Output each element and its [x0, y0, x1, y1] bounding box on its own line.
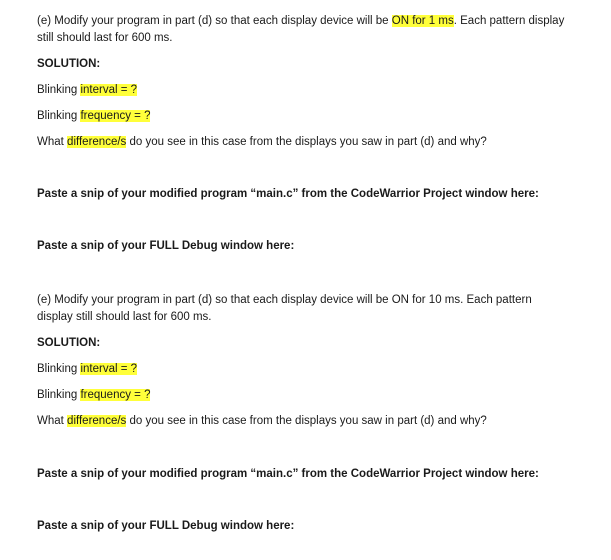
s1-frequency-highlight: frequency = ?	[80, 110, 151, 122]
s2-blinking-frequency	[37, 388, 150, 402]
s1-blinking-interval	[37, 83, 137, 97]
s1-intro-line1	[37, 14, 564, 28]
s1-interval-label: Blinking	[37, 84, 81, 96]
s2-difference-question	[37, 414, 487, 428]
s2-interval-label: Blinking	[37, 363, 81, 375]
s2-question-post: do you see in this case from the displays you saw in part (d) and why?	[126, 415, 487, 427]
s2-intro-line2: display still should last for 600 ms.	[37, 311, 212, 323]
s2-frequency-highlight: frequency = ?	[80, 389, 151, 401]
s2-paste-debug-prompt: Paste a snip of your FULL Debug window here:	[37, 520, 295, 532]
s2-interval-highlight: interval = ?	[80, 363, 138, 375]
s2-blinking-interval	[37, 362, 137, 376]
s1-on-time-highlight: ON for 1 ms	[391, 15, 454, 27]
s2-solution-label: SOLUTION:	[37, 337, 101, 349]
s2-difference-highlight: difference/s	[67, 415, 127, 427]
s2-frequency-label: Blinking	[37, 389, 81, 401]
s2-paste-program-prompt: Paste a snip of your modified program “main.c” from the CodeWarrior Project window here:	[37, 468, 539, 480]
s1-interval-highlight: interval = ?	[80, 84, 138, 96]
s1-blinking-frequency	[37, 109, 150, 123]
s1-paste-program-prompt: Paste a snip of your modified program “main.c” from the CodeWarrior Project window here:	[37, 188, 539, 200]
s1-question-pre: What	[37, 136, 68, 148]
s1-difference-question	[37, 135, 487, 149]
s1-frequency-label: Blinking	[37, 110, 81, 122]
s1-difference-highlight: difference/s	[67, 136, 127, 148]
s1-solution-label: SOLUTION:	[37, 58, 101, 70]
s1-intro-text: (e) Modify your program in part (d) so that each display device will be	[37, 15, 392, 27]
s2-question-pre: What	[37, 415, 68, 427]
s1-question-post: do you see in this case from the displays you saw in part (d) and why?	[126, 136, 487, 148]
s2-intro-line1: (e) Modify your program in part (d) so that each display device will be ON for 10 ms. Each pattern	[37, 294, 532, 306]
s1-paste-debug-prompt: Paste a snip of your FULL Debug window here:	[37, 240, 295, 252]
s1-intro-line2: still should last for 600 ms.	[37, 32, 173, 44]
s1-intro-tail: . Each pattern display	[453, 15, 565, 27]
